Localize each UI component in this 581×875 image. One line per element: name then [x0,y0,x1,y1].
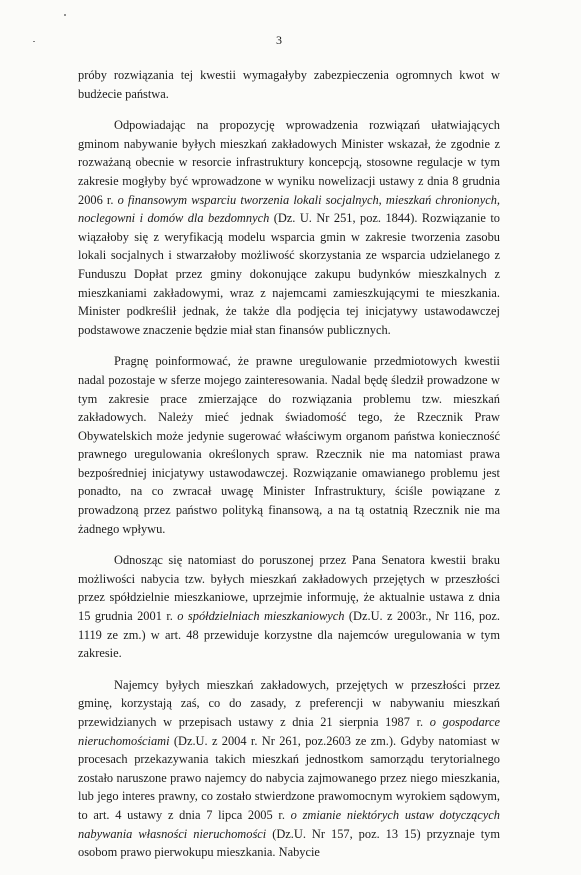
text-run: Odnosząc się natomiast do poruszonej przez Pana Senatora kwestii braku możliwości nabycia tzw. byłych mieszkań zakładowych przejętych w przeszłości przez spółdzielnie mieszkaniowe, uprzejmie informuję, że aktualnie ustawa z dnia 15 grudnia 2001 r. [78,553,500,624]
paragraph-3 [78,352,500,538]
italic-citation: o finansowym wsparciu tworzenia lokali socjalnych, mieszkań chronionych, noclegowni i domów dla bezdomnych [78,192,500,226]
paragraph-2 [78,116,500,339]
scan-speck [64,14,66,16]
text-run: Odpowiadając na propozycję wprowadzenia rozwiązań ułatwiających gminom nabywanie byłych mieszkań zakładowych Minister wskazał, że zgodnie z rozważaną obecnie w resorcie infrastruktury koncepcją, stosowne regulacje w tym zakresie mogłyby być wprowadzone w wyniku nowelizacji ustawy z dnia 8 grudnia 2006 r. [78,118,500,207]
paragraph-5 [78,676,500,862]
text-run: (Dz.U. z 2004 r. Nr 261, poz.2603 ze zm.). Gdyby natomiast w procesach przekazywania takich mieszkań jednostkom samorządu terytorialnego zostało naruszone prawo najemcy do nabycia zajmowanego przez niego mieszkania, lub jego interes prawny, co zostało stwierdzone prawomocnym wyrokiem sądowym, to art. 4 ustawy z dnia 7 lipca 2005 r. [78,733,500,822]
italic-citation: o gospodarce nieruchomościami [78,715,501,748]
text-run: (Dz. U. Nr 251, poz. 1844). Rozwiązanie to wiązałoby się z weryfikacją modelu wsparcia gmin w zakresie tworzenia zasobu lokali socjalnych i stwarzałoby możliwość skorzystania ze wsparcia udzielanego z Funduszu Dopłat przez gminy dokonujące zakupu budynków mieszkalnych z mieszkaniami zakładowymi, wraz z najemcami zamieszkującymi te mieszkania. Minister podkreślił jednak, że także dla podjęcia tej inicjatywy ustawodawczej podstawowe znaczenie będzie miał stan finansów publicznych. [78,211,500,337]
letter-body [78,66,500,875]
scan-speck [33,41,35,42]
page-number: 3 [276,33,282,47]
paragraph-4 [78,551,500,663]
text-run: (Dz.U. z 2003r., Nr 116, poz. 1119 ze zm.) w art. 48 przewiduje korzystne dla najemców uregulowania w tym zakresie. [78,609,500,661]
italic-citation: o spółdzielniach mieszkaniowych [177,609,345,624]
text-run: Pragnę poinformować, że prawne uregulowanie przedmiotowych kwestii nadal pozostaje w sferze mojego zainteresowania. Nadal będę śledził prowadzone w tym zakresie prace zmierzające do rozwiązania problemu tzw. mieszkań zakładowych. Należy mieć jednak świadomość tego, że Rzecznik Praw Obywatelskich może jedynie sugerować właściwym organom państwa konieczność prawnego uregulowania określonych spraw. Rzecznik nie ma natomiast prawa bezpośredniej inicjatywy ustawodawczej. Rozwiązanie omawianego problemu jest ponadto, na co zwracał uwagę Minister Infrastruktury, ściśle powiązane z prowadzoną przez państwo polityką finansową, a na tą ostatnią Rzecznik nie ma żadnego wpływu. [78,354,500,536]
text-run: Najemcy byłych mieszkań zakładowych, przejętych w przeszłości przez gminę, korzystają zaś, co do zasady, z preferencji w nabywaniu mieszkań przewidzianych w przepisach ustawy z dnia 21 sierpnia 1987 r. [78,677,500,729]
italic-citation: o zmianie niektórych ustaw dotyczących nabywania własności nieruchomości [78,807,500,841]
paragraph-1 [78,66,500,103]
text-run: (Dz.U. Nr 157, poz. 13 15) przyznaje tym osobom prawo pierwokupu mieszkania. Nabycie [78,826,500,860]
text-run: próby rozwiązania tej kwestii wymagałyby zabezpieczenia ogromnych kwot w budżecie państwa. [78,68,500,101]
